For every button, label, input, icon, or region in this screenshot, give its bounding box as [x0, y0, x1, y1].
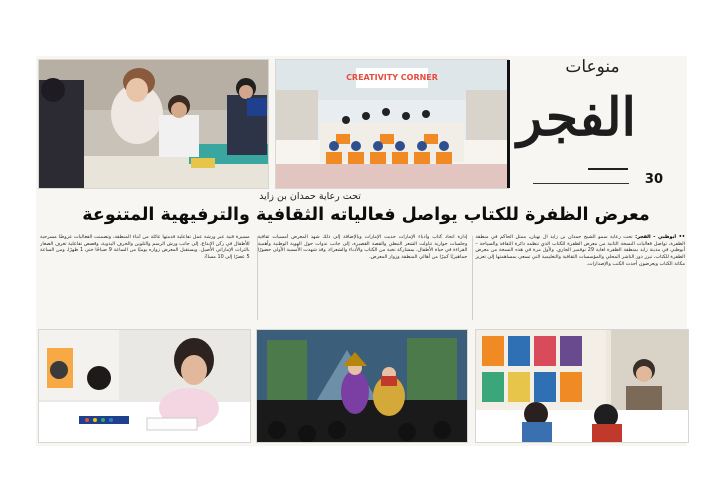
- column-text: مسيرة فنية عبر ورشة عمل تفاعلية قدمتها عائلة من أبناء المنطقة، وتضمنت الفعاليات عروضًا مسرحية للأطفال في ركن الإبداع، إلى جانب ورش الرسم والتلوين والحرف اليدوية، وقصص تفاعلية تعرف الصغار بالتراث الإماراتي الأصيل. ويستقبل المعرض زواره يوميًا من الساعة 9 صباحًا حتى 1 ظهرًا، ومن الساعة 5 عصرًا إلى 10 مساءً.: [39, 234, 250, 261]
- page-number-rule: [533, 183, 629, 184]
- column-divider: [257, 236, 258, 320]
- article-body: [40, 234, 685, 322]
- newspaper-logo: الفجر: [517, 87, 636, 148]
- photo-creativity-corner: [275, 59, 509, 189]
- creativity-sign: CREATIVITY CORNER: [346, 73, 438, 82]
- photo-girl-drawing: [38, 329, 251, 443]
- column-divider: [472, 236, 473, 320]
- article-dateline: •• أبوظبي - الفجر:: [635, 234, 685, 240]
- article-column: [258, 234, 468, 322]
- article-column: [475, 234, 685, 322]
- article-column: [40, 234, 250, 322]
- article-kicker: تحت رعاية حمدان بن زايد: [259, 191, 361, 202]
- column-text: تحت رعاية سمو الشيخ حمدان بن زايد آل نهيان، ممثل الحاكم في منطقة الظفرة، تواصل فعاليات النسخة الثانية من معرض الظفرة للكتاب الذي تنظمه دائرة الثقافة والسياحة – أبوظبي في مدينة زايد بمنطقة الظفرة لغاية 29 نوفمبر الجاري. ولأول مرة في هذه النسخة من معرض الظفرة للكتاب، تبرز دور الناشر المحلي والمؤسسات الثقافية والتعليمية التي تسعى بمساهمتها إلى تعزيز مكانة الكتاب ويعرضون أحدث الكتب والإصدارات.: [475, 234, 685, 267]
- logo-rule: [588, 168, 628, 170]
- photo-workshop: [38, 59, 269, 189]
- masthead-divider: [507, 60, 510, 188]
- article-headline: معرض الظفرة للكتاب يواصل فعالياته الثقافية والترفيهية المتنوعة: [82, 205, 650, 225]
- photo-book-display: [475, 329, 689, 443]
- column-text: إدارة اتحاد كتاب وأدباء الإمارات حديث الإمارات وبالإضافة إلى ذلك شهد المعرض أمسيات ثقافية وجلسات حوارية تناولت الشعر النبطي والقصة القصيرة، إلى جانب ندوات حول الهوية الوطنية وأهمية القراءة في حياة الأطفال، بمشاركة نخبة من الكتاب والأدباء والشعراء، وقد شهدت الأمسية الأولى حضورًا جماهيريًا كبيرًا من أهالي المنطقة وزوار المعرض.: [257, 234, 468, 261]
- photo-theatre: [256, 329, 468, 443]
- section-title: منوعات: [565, 57, 620, 77]
- page-number: 30: [644, 172, 663, 187]
